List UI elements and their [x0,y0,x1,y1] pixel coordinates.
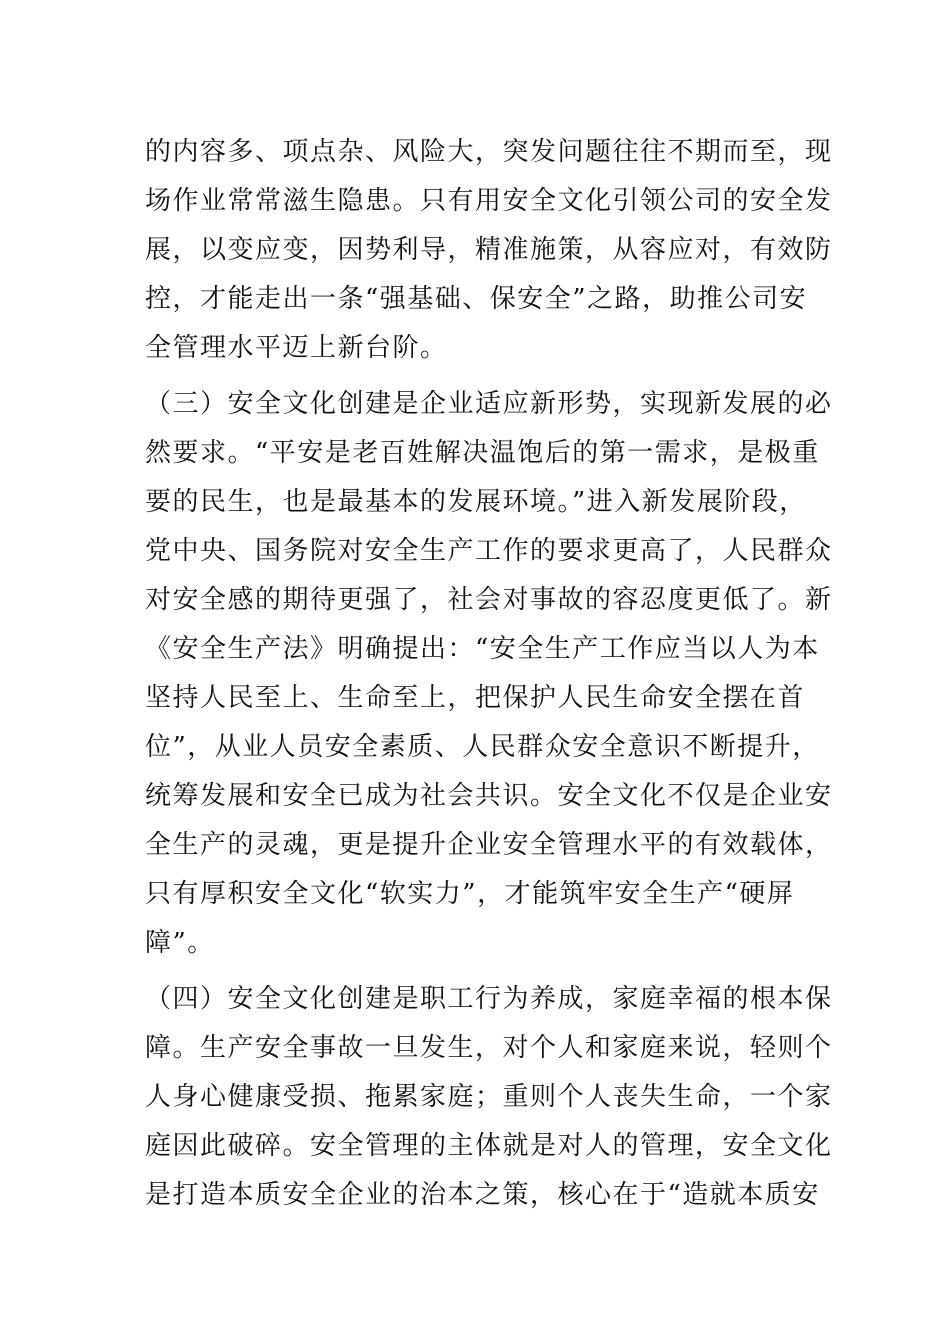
text-line: 的内容多、项点杂、风险大，突发问题往往不期而至，现 [145,137,833,167]
text-line: 人身心健康受损、拖累家庭；重则个人丧失生命，一个家 [145,1082,833,1112]
text-line: 坚持人民至上、生命至上，把保护人民生命安全摆在首 [145,683,806,713]
text-line: 党中央、国务院对安全生产工作的要求更高了，人民群众 [145,536,833,566]
text-line: 只有厚积安全文化“软实力”，才能筑牢安全生产“硬屏 [145,879,795,909]
text-line: 对安全感的期待更强了，社会对事故的容忍度更低了。新 [145,585,833,615]
text-line: 控，才能走出一条“强基础、保安全”之路，助推公司安 [145,284,808,314]
text-line: 要的民生，也是最基本的发展环境。”进入新发展阶段， [145,487,807,517]
text-line: 统筹发展和安全已成为社会共识。安全文化不仅是企业安 [145,781,833,811]
text-line: 展，以变应变，因势利导，精准施策，从容应对，有效防 [145,235,833,265]
text-line: 然要求。“平安是老百姓解决温饱后的第一需求，是极重 [145,438,820,468]
section-heading-line: （四）安全文化创建是职工行为养成，家庭幸福的根本保 [145,984,833,1014]
text-line: 全生产的灵魂，更是提升企业安全管理水平的有效载体， [145,830,833,860]
text-line: 是打造本质安全企业的治本之策，核心在于“造就本质安 [145,1180,820,1210]
text-line: 《安全生产法》明确提出：“安全生产工作应当以人为本 [145,634,820,664]
body-text [145,128,833,1220]
text-line: 全管理水平迈上新台阶。 [145,333,448,363]
text-line: 障”。 [145,928,215,958]
section-heading-line: （三）安全文化创建是企业适应新形势，实现新发展的必 [145,389,833,419]
text-line: 场作业常常滋生隐患。只有用安全文化引领公司的安全发 [145,186,833,216]
text-line: 障。生产安全事故一旦发生，对个人和家庭来说，轻则个 [145,1033,833,1063]
text-line: 位”，从业人员安全素质、人民群众安全意识不断提升， [145,732,820,762]
text-line: 庭因此破碎。安全管理的主体就是对人的管理，安全文化 [145,1131,833,1161]
